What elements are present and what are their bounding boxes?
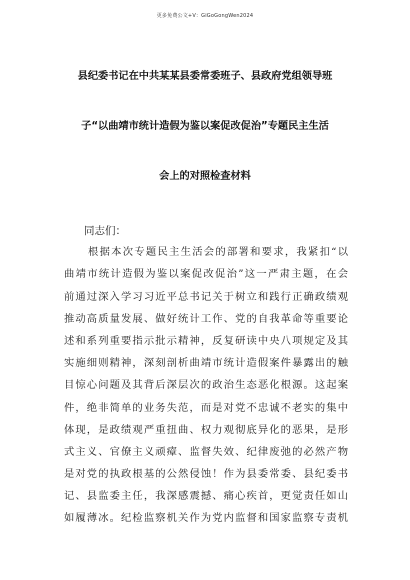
title-line-3: 会上的对照检查材料 [159,171,251,182]
body-line: 述和系列重要指示批示精神，反复研读中央八项规定及其 [64,335,348,347]
body-line: 曲靖市统计造假为鉴以案促改促治”这一严肃主题，在会 [64,268,348,280]
body-line: 是对党的执政根基的公然侵蚀！作为县委常委、县纪委书 [64,468,348,480]
title-line-1: 县纪委书记在中共某某县委常委班子、县政府党组领导班 [77,71,333,82]
body-line: 件，绝非简单的业务失范，而是对党不忠诚不老实的集中 [64,402,348,414]
body-line: 前通过深入学习习近平总书记关于树立和践行正确政绩观 [64,291,348,303]
body-line: 推动高质量发展、做好统计工作、党的自我革命等重要论 [64,313,348,325]
header-note: 更多免费公文+V：GiGoGongWen2024 [156,13,254,19]
greeting: 同志们： [84,225,126,237]
body-line: 根据本次专题民主生活会的部署和要求，我紧扣“以 [88,246,348,258]
body-line: 目惊心问题及其背后深层次的政治生态恶化根源。这起案 [64,379,348,391]
body-line: 式主义、官僚主义顽瘴、监督失效、纪律废弛的必然产物 [64,446,348,458]
title-line-2: 子“以曲靖市统计造假为鉴以案促改促治”专题民主生活 [81,121,329,132]
body-line: 记、县监委主任，我深感震撼、痛心疾首，更觉责任如山 [64,490,348,502]
body-line: 体现，是政绩观严重扭曲、权力观彻底异化的恶果，是形 [64,424,348,436]
body-line: 如履薄冰。纪检监察机关作为党内监督和国家监察专责机 [64,512,348,524]
body-line: 实施细则精神，深刻剖析曲靖市统计造假案件暴露出的触 [64,357,348,369]
